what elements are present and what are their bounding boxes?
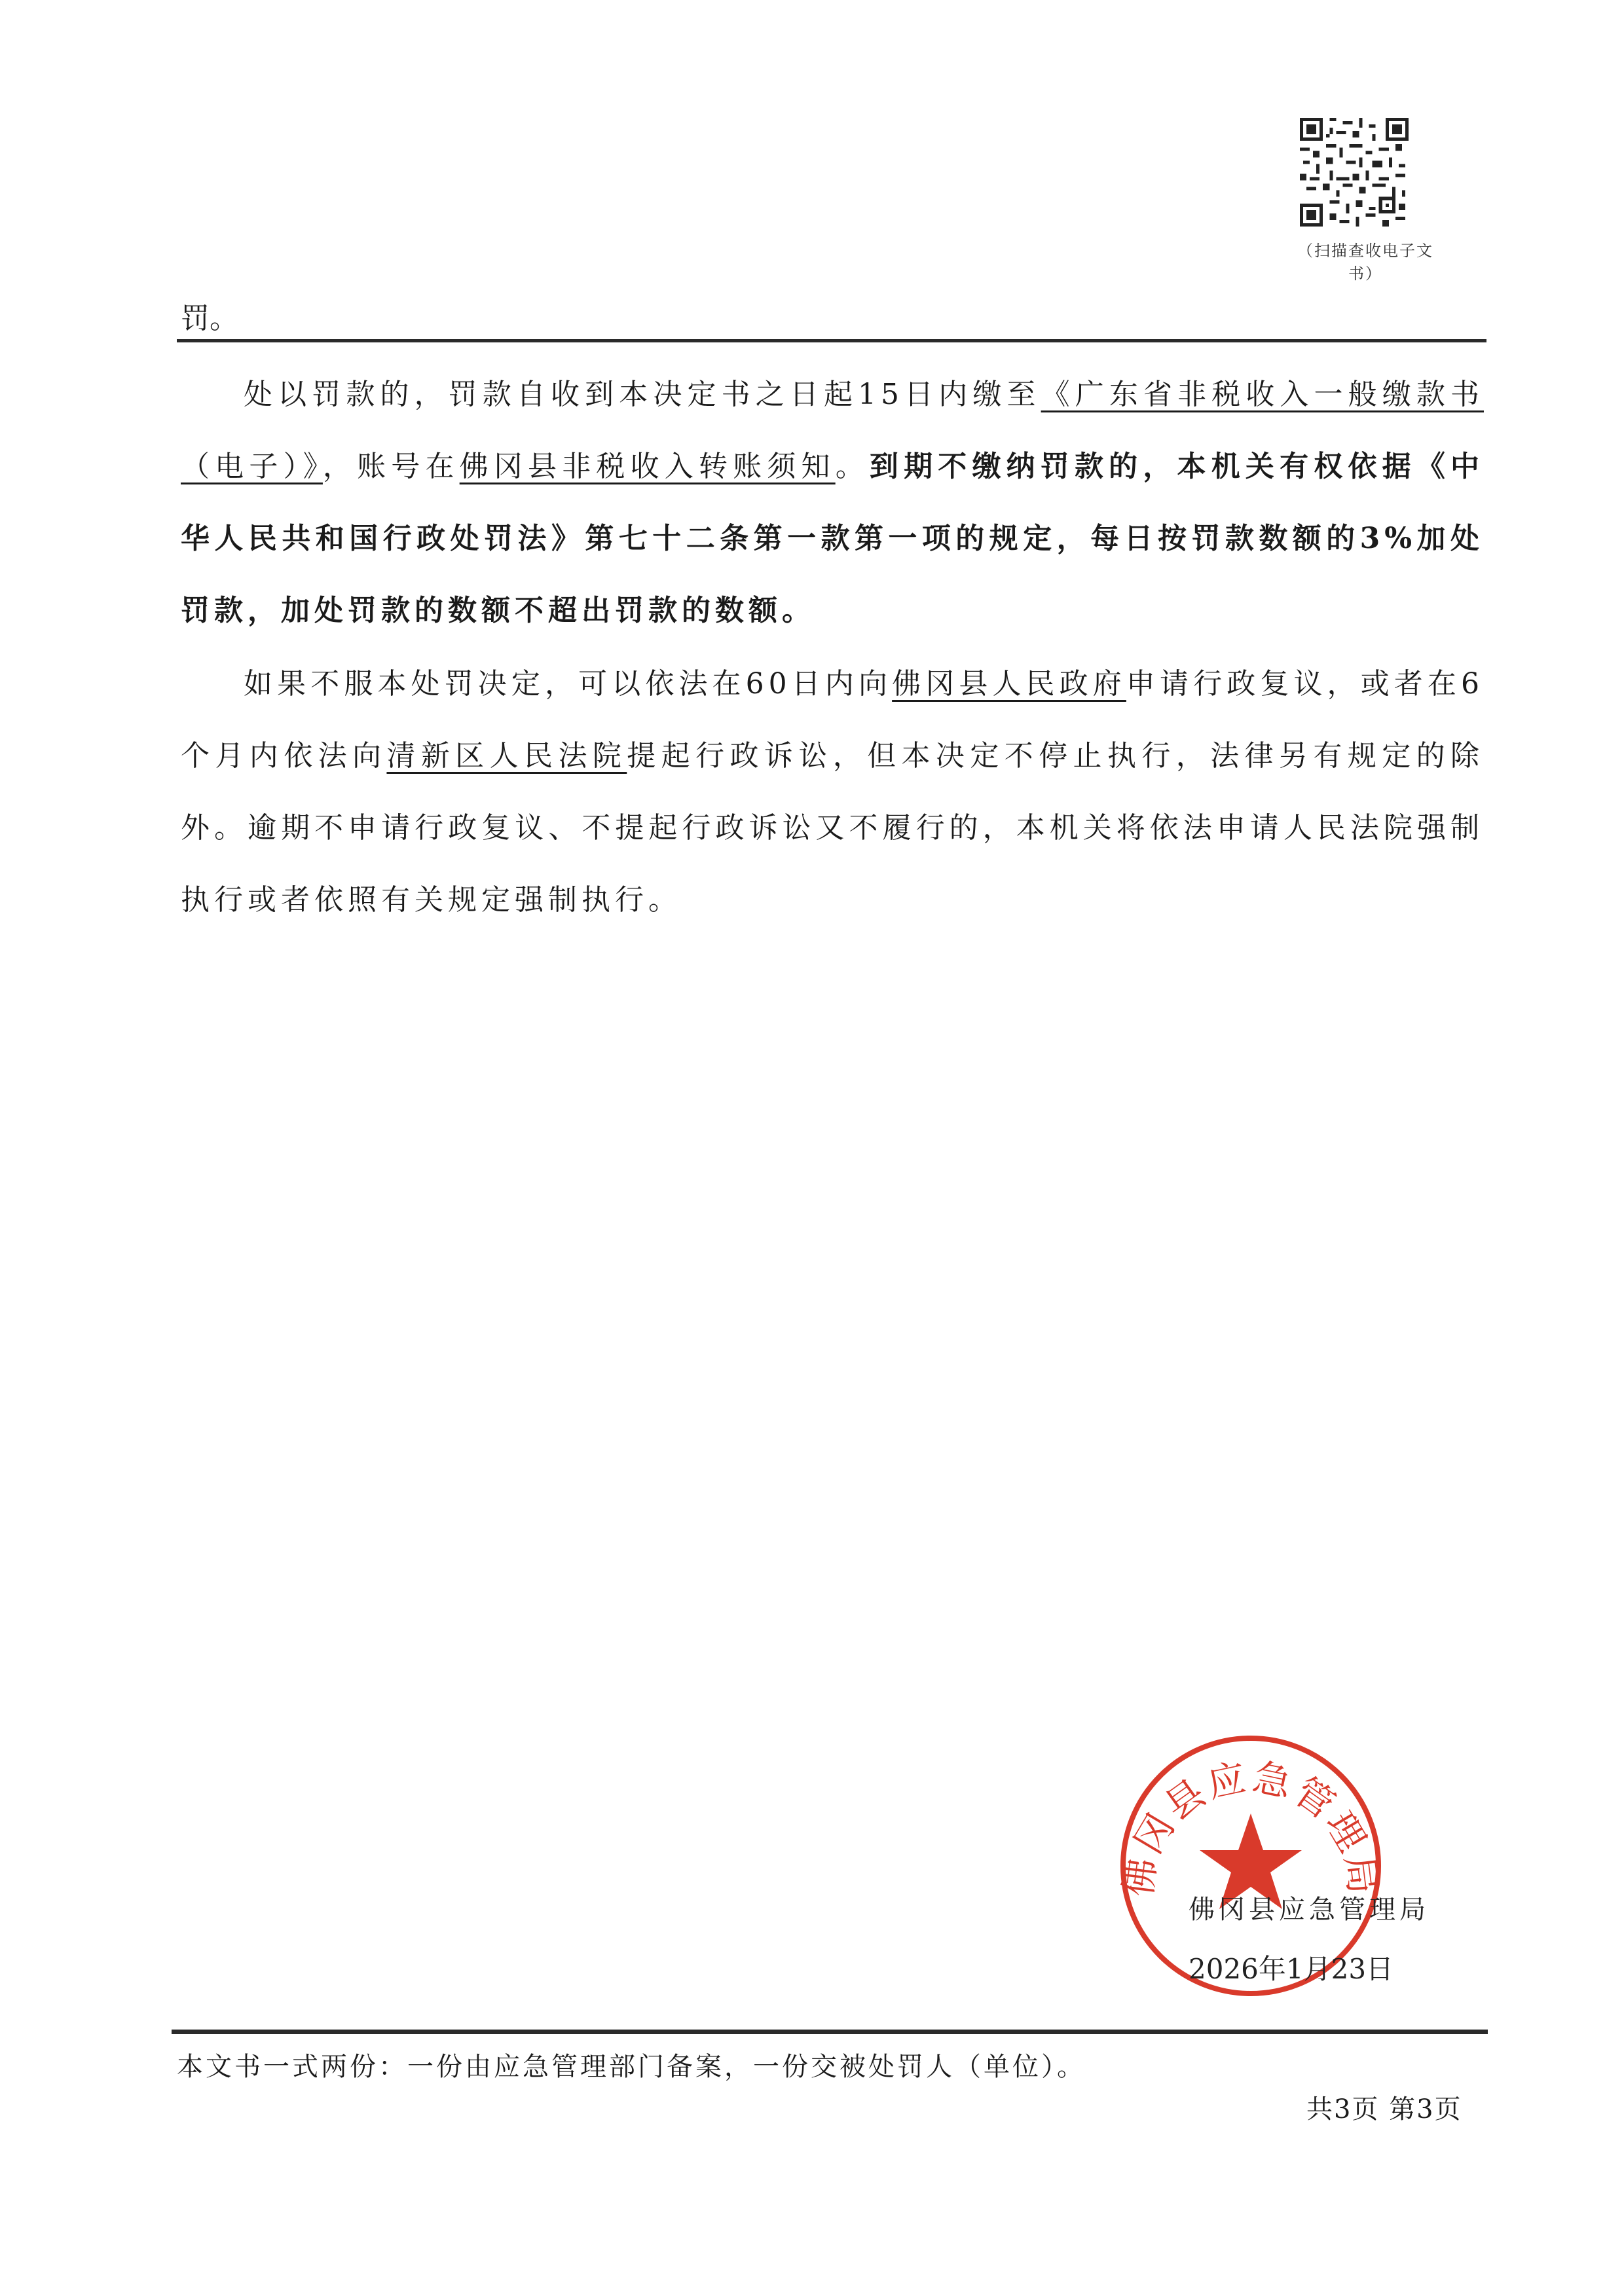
page-number: 共3页 第3页: [1306, 2094, 1462, 2124]
appeal-text: 申请行政复议，或者在6个月内依法向: [181, 667, 1484, 773]
issue-date: 2026年1月23日: [1189, 1953, 1394, 1985]
payment-text: 处以罚款的，罚款自收到本决定书之日起15日内缴至: [244, 378, 1041, 411]
header-divider: [177, 339, 1486, 342]
late-penalty-clause: 到期不缴纳罚款的，本机关有权依据《中华人民共和国行政处罚法》第七十二条第一款第一项的规定，每日按罚款数额的3%加处罚款，加处罚款的数额不超出罚款的数额。: [181, 450, 1485, 627]
footer-divider: [172, 2030, 1488, 2034]
payment-text: ，账号在: [322, 450, 460, 483]
payment-paragraph: [181, 359, 1484, 647]
litigation-court: 清新区人民法院: [386, 739, 627, 773]
review-authority: 佛冈县人民政府: [892, 667, 1126, 701]
account-notice: 佛冈县非税收入转账须知: [459, 450, 836, 483]
qr-caption: （扫描查收电子文书）: [1297, 242, 1433, 283]
seal-text: 佛冈县应急管理局: [1115, 1755, 1386, 1899]
continuation-fragment: 罚。: [181, 302, 238, 335]
copies-note: 本文书一式两份：一份由应急管理部门备案，一份交被处罚人（单位）。: [177, 2052, 1086, 2082]
issuing-organization: 佛冈县应急管理局: [1189, 1895, 1430, 1925]
appeal-paragraph: [181, 648, 1484, 936]
appeal-text: 如果不服本处罚决定，可以依法在60日内向: [244, 667, 893, 701]
payment-form-name: 《广东省非税收入一般缴款书（电子）》: [181, 378, 1484, 483]
appeal-text: 提起行政诉讼，但本决定不停止执行，法律另有规定的除外。逾期不申请行政复议、不提起行政诉讼又不履行的，本机关将依法申请人民法院强制执行或者依照有关规定强制执行。: [181, 739, 1485, 917]
payment-text: 。: [835, 450, 870, 483]
qr-code-icon: [1300, 118, 1409, 227]
